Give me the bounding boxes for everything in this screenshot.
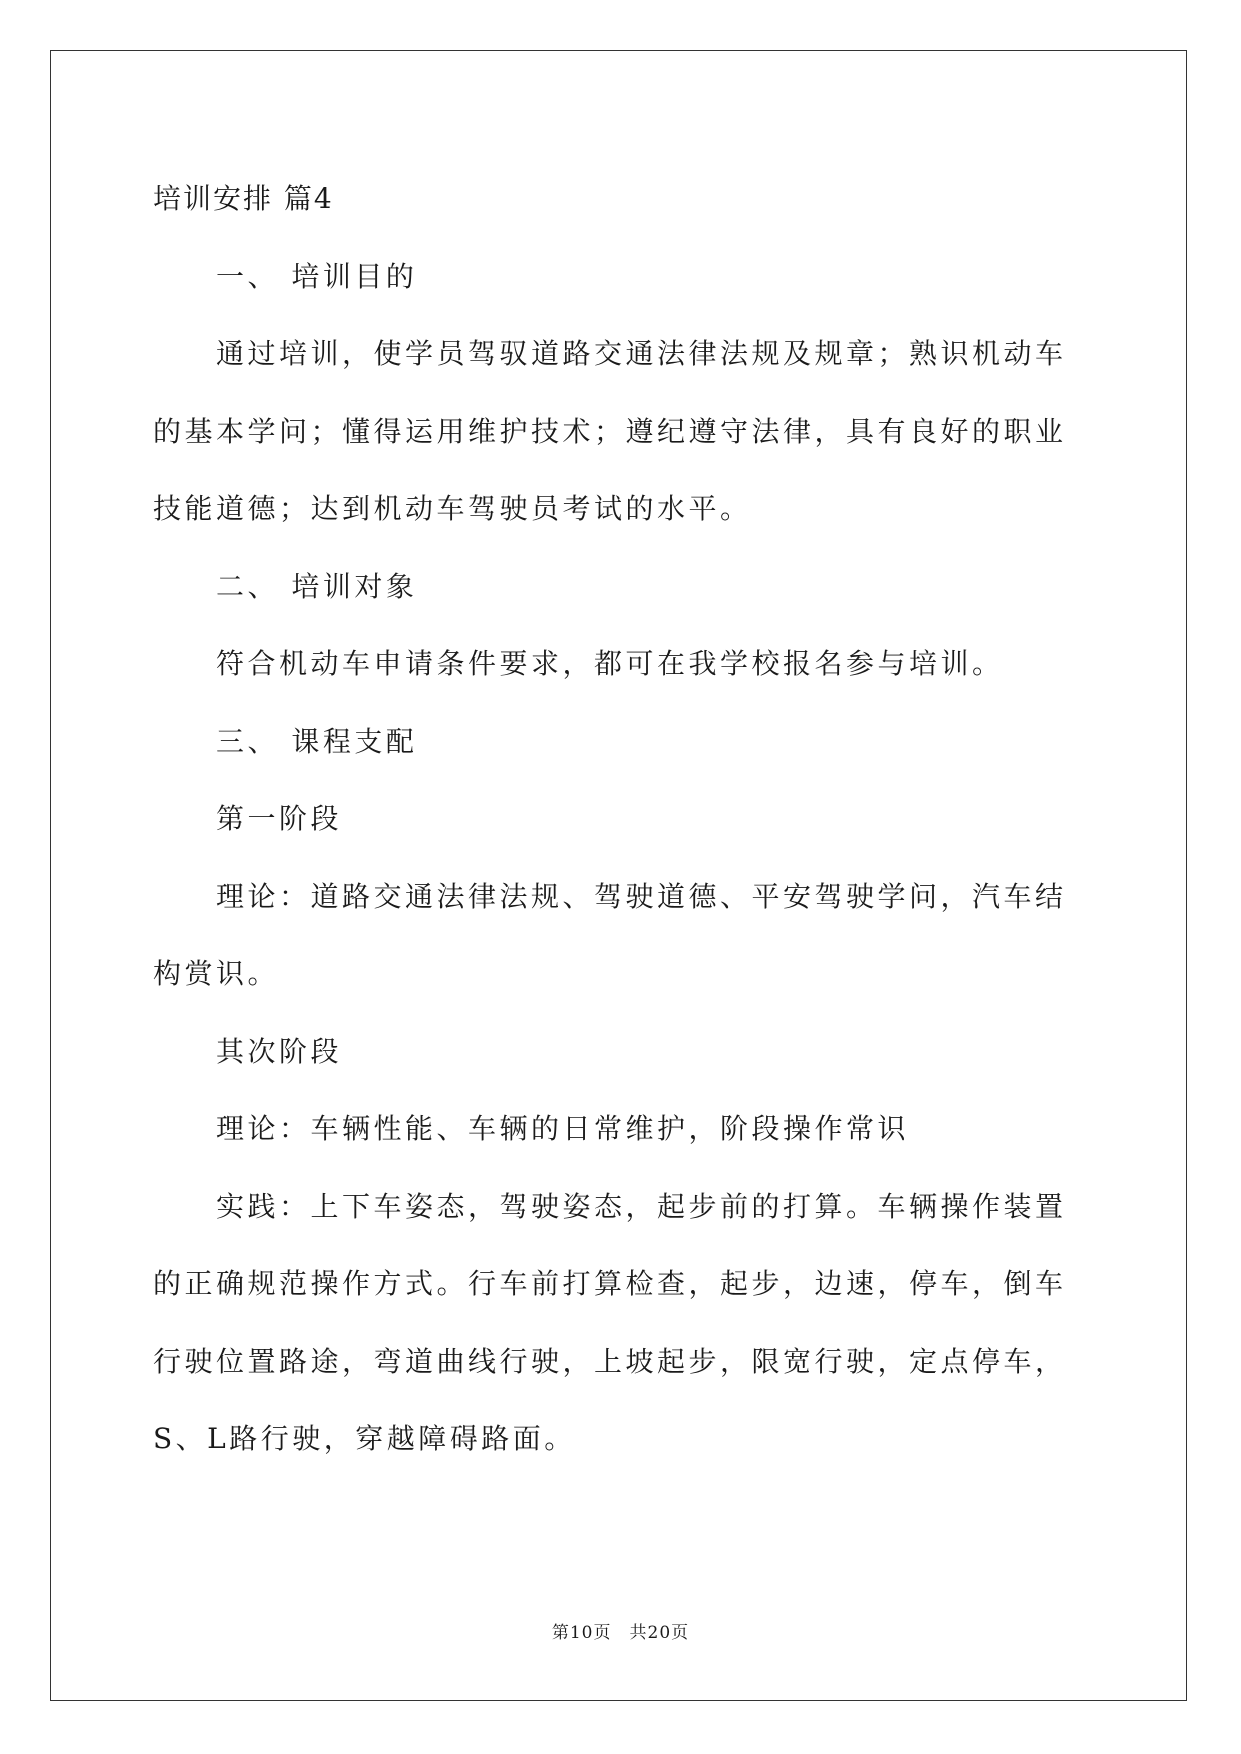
paragraph-audience: 符合机动车申请条件要求，都可在我学校报名参与培训。 <box>216 647 1004 680</box>
section-heading-purpose: 一、 培训目的 <box>216 259 418 293</box>
stage-one-theory: 理论：道路交通法律法规、驾驶道德、平安驾驶学问，汽车结构赏识。 <box>153 879 1067 990</box>
section-heading-courses: 三、 课程支配 <box>216 724 418 758</box>
paragraph-purpose: 通过培训，使学员驾驭道路交通法律法规及规章；熟识机动车的基本学问；懂得运用维护技术；遵纪遵守法律，具有良好的职业技能道德；达到机动车驾驶员考试的水平。 <box>153 337 1067 525</box>
stage-two-theory: 理论：车辆性能、车辆的日常维护，阶段操作常识 <box>216 1112 910 1145</box>
document-body <box>153 160 1088 1478</box>
stage-two-practice: 实践：上下车姿态，驾驶姿态，起步前的打算。车辆操作装置的正确规范操作方式。行车前打算检查，起步，边速，停车，倒车行驶位置路途，弯道曲线行驶，上坡起步，限宽行驶，定点停车，S、L路行驶，穿越障碍路面。 <box>153 1189 1067 1455</box>
page-number: 第10页 <box>551 1623 612 1643</box>
stage-one-heading: 第一阶段 <box>216 802 343 835</box>
page-footer <box>0 1618 1241 1643</box>
document-title: 培训安排 篇4 <box>153 182 334 215</box>
stage-two-heading: 其次阶段 <box>216 1034 343 1068</box>
section-heading-audience: 二、 培训对象 <box>216 569 418 603</box>
page-total: 共20页 <box>629 1623 690 1643</box>
